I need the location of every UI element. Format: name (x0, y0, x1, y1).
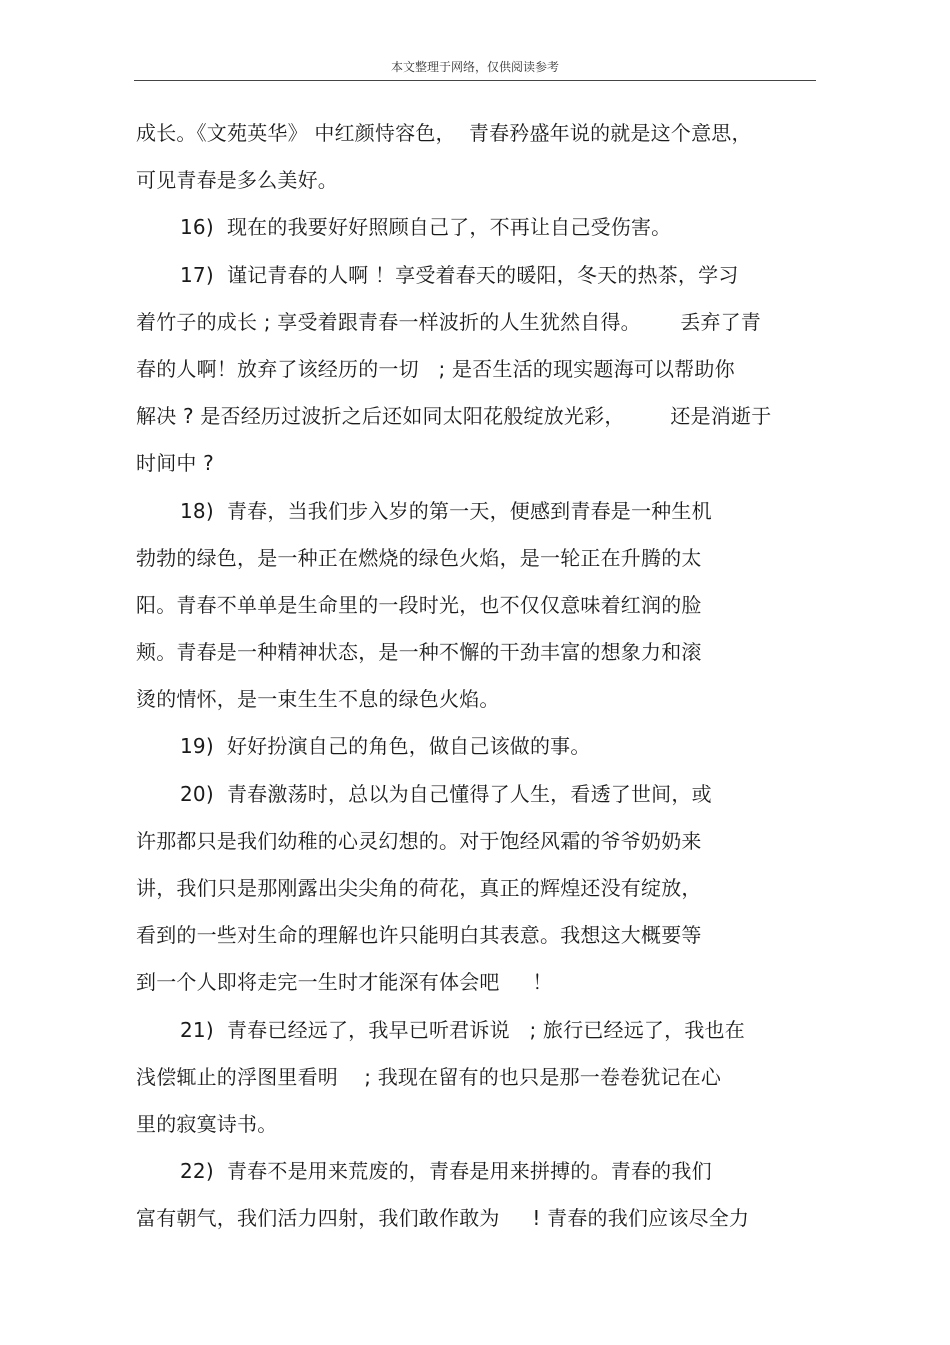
text-line: 富有朝气，我们活力四射，我们敢作敢为 ! 青春的我们应该尽全力 (136, 1206, 750, 1231)
text-line: 到一个人即将走完一生时才能深有体会吧 ！ (136, 970, 553, 995)
text-line: 19) 好好扮演自己的角色，做自己该做的事。 (180, 734, 591, 759)
text-line: 看到的一些对生命的理解也许只能明白其表意。我想这大概要等 (136, 923, 702, 948)
page-header: 本文整理于网络，仅供阅读参考 (390, 60, 559, 74)
text-line: 22) 青春不是用来荒废的，青春是用来拼搏的。青春的我们 (180, 1159, 712, 1184)
text-line: 20) 青春激荡时，总以为自己懂得了人生，看透了世间，或 (180, 781, 712, 806)
text-line: 阳。青春不单单是生命里的一段时光，也不仅仅意味着红润的脸 (136, 592, 702, 617)
text-line: 可见青春是多么美好。 (136, 168, 338, 193)
text-line: 16) 现在的我要好好照顾自己了，不再让自己受伤害。 (180, 215, 672, 240)
text-line: 许那都只是我们幼稚的心灵幻想的。对于饱经风霜的爷爷奶奶来 (136, 828, 702, 853)
text-line: 17) 谨记青春的人啊 ！享受着春天的暖阳，冬天的热茶，学习 (180, 262, 739, 287)
text-line: 颊。青春是一种精神状态，是一种不懈的干劲丰富的想象力和滚 (136, 640, 702, 665)
text-line: 18) 青春，当我们步入岁的第一天，便感到青春是一种生机 (180, 498, 712, 523)
text-line: 春的人啊！放弃了该经历的一切 ; 是否生活的现实题海可以帮助你 (136, 356, 735, 381)
text-line: 时间中 ? (136, 451, 214, 476)
text-line: 浅偿辄止的浮图里看明 ; 我现在留有的也只是那一卷卷犹记在心 (136, 1064, 722, 1089)
header-divider (134, 80, 816, 81)
text-line: 烫的情怀，是一束生生不息的绿色火焰。 (136, 687, 500, 712)
text-line: 里的寂寞诗书。 (136, 1111, 278, 1136)
text-line: 成长。《文苑英华》 中红颜恃容色， 青春矜盛年说的就是这个意思， (136, 121, 752, 145)
text-line: 21) 青春已经远了，我早已听君诉说 ; 旅行已经远了，我也在 (180, 1017, 745, 1042)
text-line: 勃勃的绿色，是一种正在燃烧的绿色火焰，是一轮正在升腾的太 (136, 545, 702, 570)
text-line: 讲，我们只是那刚露出尖尖角的荷花，真正的辉煌还没有绽放， (136, 876, 702, 900)
text-line: 着竹子的成长 ; 享受着跟青春一样波折的人生犹然自得。 丢弃了青 (136, 309, 761, 334)
document-body (136, 110, 816, 1243)
text-line: 解决 ? 是否经历过波折之后还如同太阳花般绽放光彩， 还是消逝于 (136, 404, 772, 429)
